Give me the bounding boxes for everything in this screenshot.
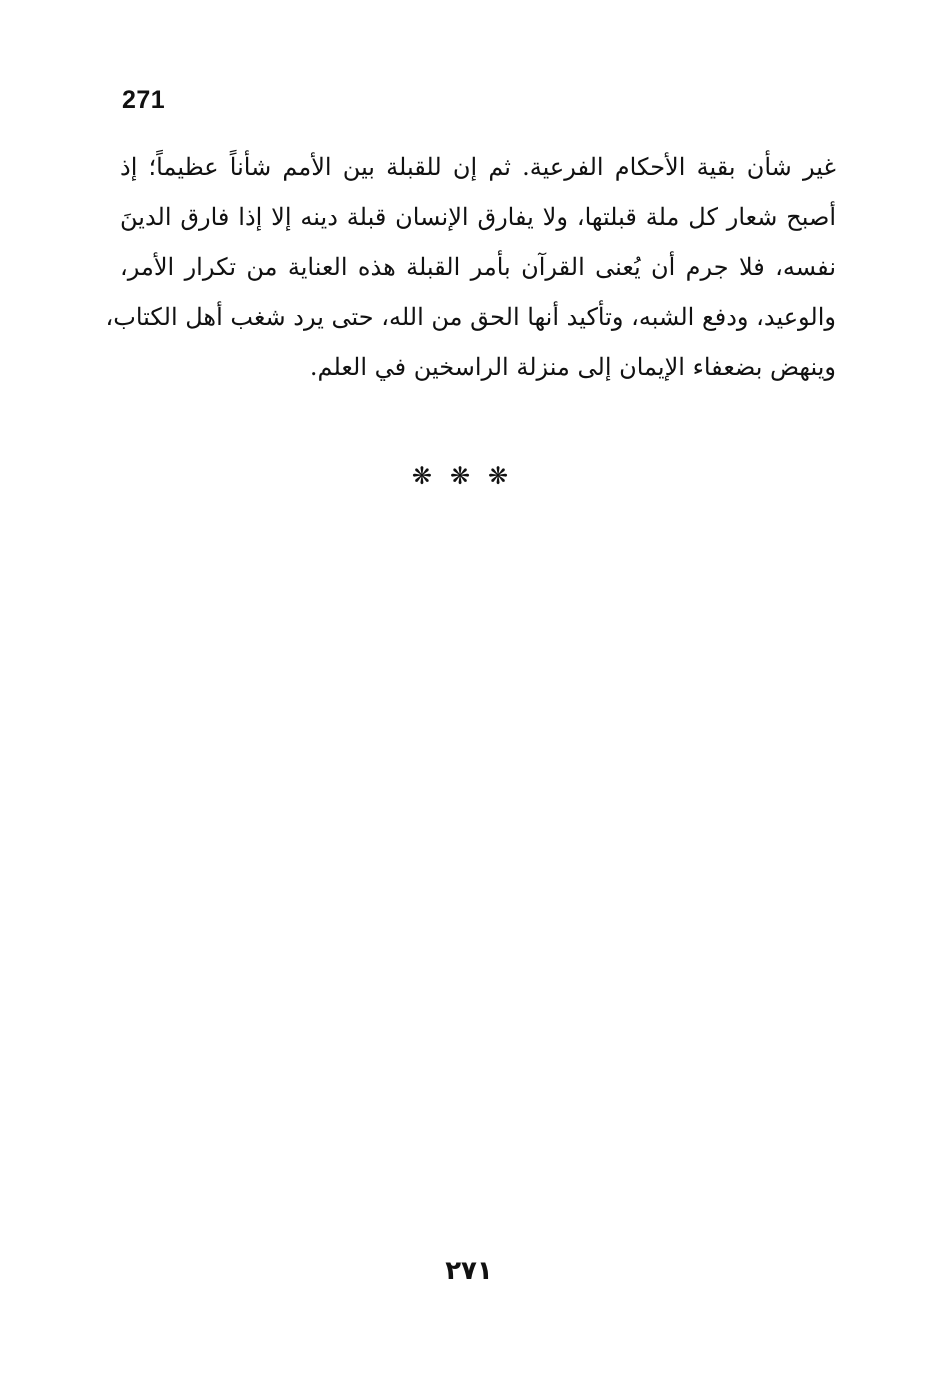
body-paragraph (105, 142, 836, 392)
body-line: وينهض بضعفاء الإيمان إلى منزلة الراسخين في العلم. (309, 353, 836, 381)
body-line: والوعيد، ودفع الشبه، وتأكيد أنها الحق من الله، حتى يرد شغب أهل الكتاب، (105, 303, 836, 331)
page-number-arabic: ٢٧١ (445, 1256, 493, 1286)
body-line: نفسه، فلا جرم أن يُعنى القرآن بأمر القبلة هذه العناية من تكرار الأمر، (120, 253, 836, 281)
body-line: أصبح شعار كل ملة قبلتها، ولا يفارق الإنسان قبلة دينه إلا إذا فارق الدينَ (120, 203, 836, 231)
page-number-latin: 271 (122, 86, 166, 114)
section-separator-asterisks: ❋❋❋ (411, 462, 527, 490)
body-line: غير شأن بقية الأحكام الفرعية. ثم إن للقبلة بين الأمم شأناً عظيماً؛ إذ (120, 153, 836, 181)
